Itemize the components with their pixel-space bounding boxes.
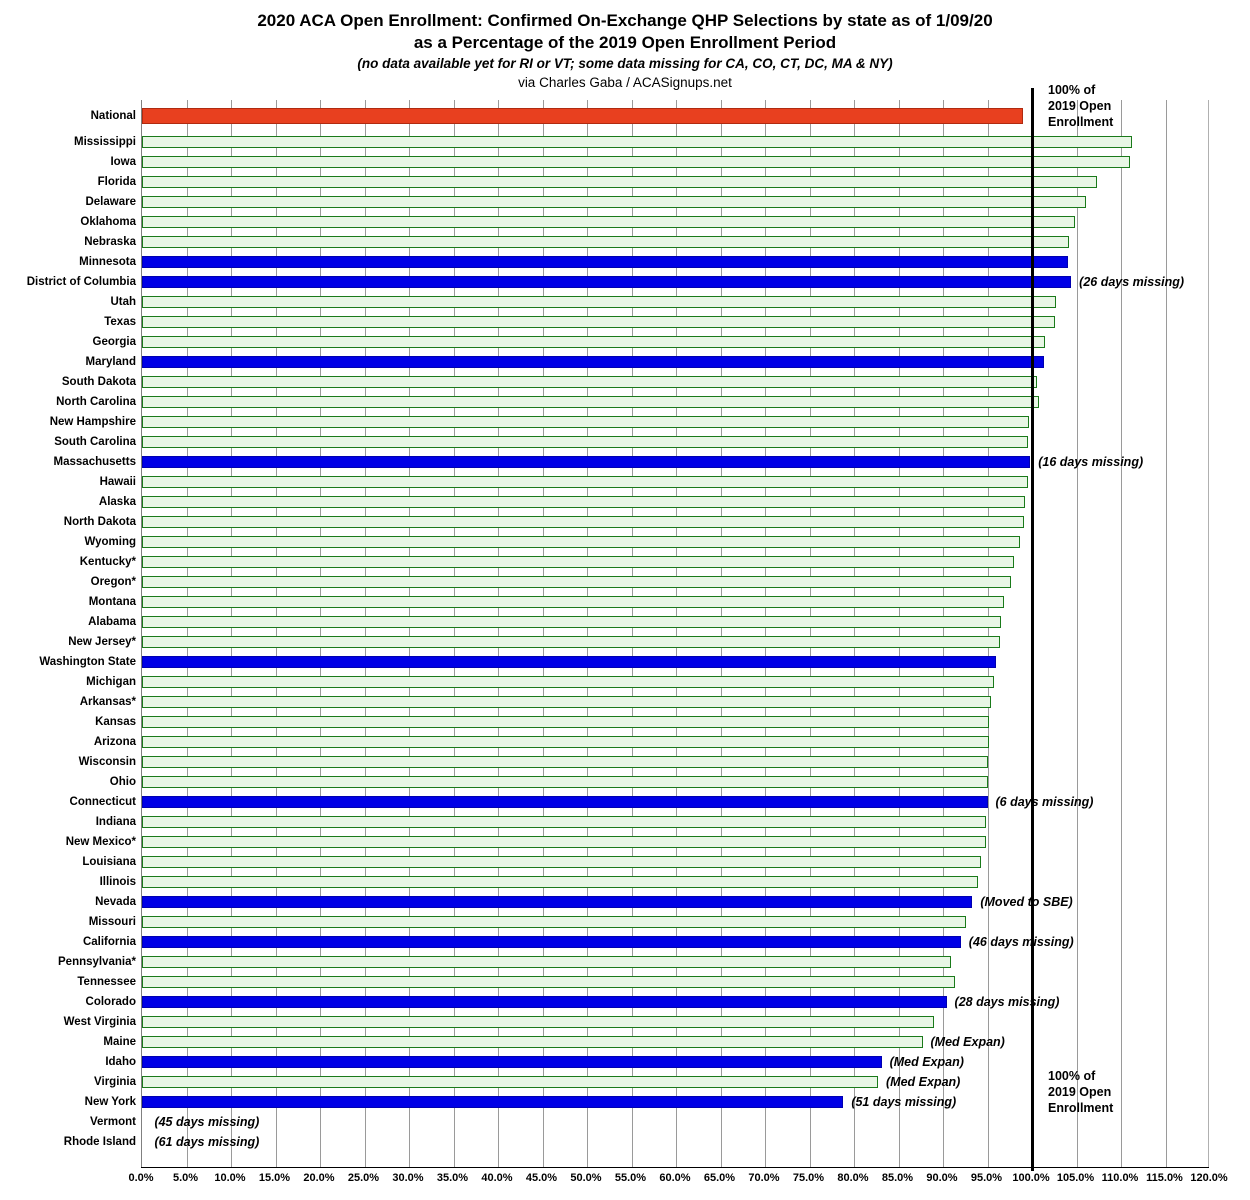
x-tick-label: 65.0% [703, 1172, 736, 1184]
note-virginia: (Med Expan) [886, 1075, 961, 1089]
bar-maine [142, 1036, 923, 1048]
row-label-kansas: Kansas [95, 716, 136, 728]
bar-montana [142, 596, 1004, 608]
chart-row [90, 572, 1208, 592]
note-connecticut: (6 days missing) [995, 795, 1094, 809]
x-tick-label: 25.0% [347, 1172, 380, 1184]
x-tick-label: 80.0% [837, 1172, 869, 1184]
note-idaho: (Med Expan) [889, 1055, 964, 1069]
chart-row [61, 372, 1208, 392]
bar-ohio [142, 776, 988, 788]
bar-wisconsin [142, 756, 988, 768]
row-label-pennsylvania: Pennsylvania* [58, 956, 136, 968]
chart-row [95, 812, 1208, 832]
chart-title-line-1: 2020 ACA Open Enrollment: Confirmed On-Exchange QHP Selections by state as of 1/09/20 [257, 11, 993, 30]
row-label-oklahoma: Oklahoma [80, 216, 136, 228]
hundred-percent-label-top-line-2: 2019 Open [1048, 99, 1112, 113]
chart-row [74, 132, 1208, 152]
row-label-new-mexico: New Mexico* [65, 836, 136, 848]
plot-area [26, 100, 1209, 1167]
x-tick-label: 45.0% [525, 1172, 558, 1184]
row-label-michigan: Michigan [86, 676, 136, 688]
chart-row [93, 732, 1208, 752]
row-label-maryland: Maryland [85, 356, 136, 368]
chart-row [63, 512, 1208, 532]
chart-row [85, 192, 1208, 212]
row-label-maine: Maine [103, 1036, 136, 1048]
x-tick-label: 35.0% [436, 1172, 469, 1184]
chart-row [39, 652, 1208, 672]
row-label-minnesota: Minnesota [79, 256, 136, 268]
chart-row [65, 832, 1208, 852]
bar-hawaii [142, 476, 1028, 488]
row-label-alaska: Alaska [98, 496, 136, 508]
row-label-district-of-columbia: District of Columbia [26, 276, 136, 288]
hundred-percent-label-bottom-line-1: 100% of [1048, 1069, 1096, 1083]
chart-row [58, 952, 1208, 972]
row-label-ohio: Ohio [109, 776, 136, 788]
row-label-mississippi: Mississippi [74, 136, 136, 148]
bar-minnesota [142, 256, 1068, 268]
row-label-wyoming: Wyoming [84, 536, 136, 548]
bar-north-dakota [142, 516, 1024, 528]
chart-row [99, 472, 1208, 492]
bar-kansas [142, 716, 989, 728]
note-maine: (Med Expan) [930, 1035, 1005, 1049]
bar-massachusetts [142, 456, 1030, 468]
bar-virginia [142, 1076, 878, 1088]
x-tick-label: 0.0% [128, 1172, 154, 1184]
bar-florida [142, 176, 1097, 188]
bar-connecticut [142, 796, 988, 808]
bar-oklahoma [142, 216, 1075, 228]
bar-south-carolina [142, 436, 1028, 448]
row-label-kentucky: Kentucky* [79, 556, 136, 568]
row-label-north-dakota: North Dakota [63, 516, 136, 528]
bar-new-jersey [142, 636, 1000, 648]
note-nevada: (Moved to SBE) [980, 895, 1073, 909]
row-label-georgia: Georgia [92, 336, 136, 348]
bar-washington-state [142, 656, 996, 668]
bar-indiana [142, 816, 986, 828]
x-axis-line [141, 1167, 1209, 1168]
bar-utah [142, 296, 1056, 308]
row-label-missouri: Missouri [88, 916, 136, 928]
row-label-wisconsin: Wisconsin [78, 756, 136, 768]
row-label-north-carolina: North Carolina [56, 396, 136, 408]
row-label-indiana: Indiana [95, 816, 136, 828]
chart-title-line-2: as a Percentage of the 2019 Open Enrollment Period [413, 33, 837, 52]
chart-row [85, 992, 1208, 1012]
note-california: (46 days missing) [968, 935, 1074, 949]
chart-row [79, 692, 1208, 712]
chart-row [63, 1132, 1208, 1152]
chart-row [84, 532, 1208, 552]
bar-national [142, 108, 1023, 124]
row-label-alabama: Alabama [88, 616, 136, 628]
bar-kentucky [142, 556, 1014, 568]
bar-texas [142, 316, 1055, 328]
bar-missouri [142, 916, 966, 928]
row-label-idaho: Idaho [105, 1056, 136, 1068]
x-tick-label: 30.0% [392, 1172, 424, 1184]
chart-row [99, 872, 1208, 892]
bar-alabama [142, 616, 1001, 628]
x-tick-label: 55.0% [614, 1172, 647, 1184]
bar-louisiana [142, 856, 981, 868]
bar-district-of-columbia [142, 276, 1071, 288]
x-tick-label: 50.0% [570, 1172, 602, 1184]
row-label-new-york: New York [84, 1096, 136, 1108]
chart-row [80, 212, 1208, 232]
note-vermont: (45 days missing) [154, 1115, 260, 1129]
bar-california [142, 936, 961, 948]
row-label-south-carolina: South Carolina [54, 436, 136, 448]
row-label-virginia: Virginia [94, 1076, 136, 1088]
note-new-york: (51 days missing) [851, 1095, 957, 1109]
bar-michigan [142, 676, 994, 688]
row-label-louisiana: Louisiana [82, 856, 136, 868]
bar-colorado [142, 996, 947, 1008]
bar-maryland [142, 356, 1044, 368]
row-label-montana: Montana [88, 596, 136, 608]
bar-arizona [142, 736, 989, 748]
row-label-tennessee: Tennessee [77, 976, 136, 988]
chart-row [97, 172, 1208, 192]
row-label-utah: Utah [110, 296, 136, 308]
bar-oregon [142, 576, 1011, 588]
row-label-west-virginia: West Virginia [63, 1016, 136, 1028]
row-label-colorado: Colorado [85, 996, 136, 1008]
bar-new-hampshire [142, 416, 1029, 428]
row-label-arizona: Arizona [93, 736, 136, 748]
x-tick-label: 115.0% [1146, 1172, 1183, 1184]
x-tick-label: 95.0% [970, 1172, 1003, 1184]
chart-row [79, 552, 1208, 572]
chart-row [109, 772, 1208, 792]
bar-north-carolina [142, 396, 1039, 408]
row-label-nebraska: Nebraska [84, 236, 136, 248]
note-colorado: (28 days missing) [954, 995, 1060, 1009]
x-tick-label: 70.0% [748, 1172, 780, 1184]
x-tick-label: 90.0% [926, 1172, 958, 1184]
row-label-national: National [90, 110, 136, 122]
chart-row [68, 632, 1208, 652]
row-label-vermont: Vermont [89, 1116, 136, 1128]
chart-row [79, 252, 1208, 272]
bar-illinois [142, 876, 978, 888]
chart-row [103, 1032, 1208, 1052]
row-label-texas: Texas [104, 316, 136, 328]
row-label-nevada: Nevada [95, 896, 136, 908]
note-rhode-island: (61 days missing) [154, 1135, 260, 1149]
chart-row [98, 492, 1208, 512]
row-label-oregon: Oregon* [90, 576, 136, 588]
chart-row [82, 852, 1208, 872]
x-tick-label: 15.0% [258, 1172, 291, 1184]
note-district-of-columbia: (26 days missing) [1079, 275, 1185, 289]
bar-iowa [142, 156, 1130, 168]
chart-row [92, 332, 1208, 352]
chart-row [110, 152, 1208, 172]
x-tick-label: 10.0% [214, 1172, 246, 1184]
chart-row [85, 352, 1208, 372]
row-label-florida: Florida [97, 176, 136, 188]
chart-credit: via Charles Gaba / ACASignups.net [518, 75, 732, 90]
chart-row [49, 412, 1208, 432]
chart-row [88, 592, 1208, 612]
chart-row [104, 312, 1208, 332]
x-tick-label: 60.0% [659, 1172, 691, 1184]
chart-row [56, 392, 1208, 412]
row-label-hawaii: Hawaii [99, 476, 136, 488]
chart-subtitle: (no data available yet for RI or VT; some data missing for CA, CO, CT, DC, MA & NY) [357, 56, 893, 71]
row-label-arkansas: Arkansas* [79, 696, 136, 708]
row-label-california: California [82, 936, 136, 948]
note-massachusetts: (16 days missing) [1038, 455, 1144, 469]
bar-alaska [142, 496, 1025, 508]
bar-wyoming [142, 536, 1020, 548]
hundred-percent-label-top-line-3: Enrollment [1048, 115, 1114, 129]
bar-pennsylvania [142, 956, 951, 968]
row-label-south-dakota: South Dakota [61, 376, 136, 388]
chart-row [95, 892, 1208, 912]
row-label-massachusetts: Massachusetts [53, 456, 136, 468]
bar-delaware [142, 196, 1086, 208]
x-tick-label: 75.0% [792, 1172, 825, 1184]
bar-tennessee [142, 976, 955, 988]
bar-new-mexico [142, 836, 986, 848]
bar-georgia [142, 336, 1045, 348]
chart-row [88, 912, 1208, 932]
chart-row [26, 272, 1208, 292]
chart-row [77, 972, 1208, 992]
hundred-percent-label-top [1048, 82, 1113, 130]
chart-row [84, 232, 1208, 252]
chart-row [110, 292, 1208, 312]
row-label-washington-state: Washington State [39, 656, 136, 668]
x-tick-label: 85.0% [881, 1172, 914, 1184]
row-label-iowa: Iowa [110, 156, 136, 168]
hundred-percent-label-bottom-line-2: 2019 Open [1048, 1085, 1112, 1099]
chart-row [53, 452, 1208, 472]
row-label-delaware: Delaware [85, 196, 136, 208]
chart-row [54, 432, 1208, 452]
bar-west-virginia [142, 1016, 934, 1028]
bar-arkansas [142, 696, 991, 708]
bar-idaho [142, 1056, 882, 1068]
x-tick-label: 20.0% [303, 1172, 335, 1184]
row-label-illinois: Illinois [99, 876, 136, 888]
chart-row [63, 1012, 1208, 1032]
row-label-new-jersey: New Jersey* [68, 636, 136, 648]
x-tick-label: 105.0% [1056, 1172, 1095, 1184]
x-tick-label: 120.0% [1190, 1172, 1228, 1184]
bar-south-dakota [142, 376, 1037, 388]
chart-row [69, 792, 1208, 812]
row-label-new-hampshire: New Hampshire [49, 416, 136, 428]
x-tick-label: 100.0% [1012, 1172, 1050, 1184]
chart-row [95, 712, 1208, 732]
chart-row [88, 612, 1208, 632]
x-tick-label: 5.0% [172, 1172, 199, 1184]
hundred-percent-label-bottom-line-3: Enrollment [1048, 1101, 1114, 1115]
chart-row [86, 672, 1208, 692]
bar-nebraska [142, 236, 1069, 248]
hundred-percent-label-top-line-1: 100% of [1048, 83, 1096, 97]
hundred-percent-label-bottom [1048, 1068, 1113, 1116]
row-label-rhode-island: Rhode Island [63, 1136, 136, 1148]
bar-new-york [142, 1096, 843, 1108]
x-tick-label: 110.0% [1101, 1172, 1139, 1184]
bar-nevada [142, 896, 972, 908]
x-tick-label: 40.0% [481, 1172, 513, 1184]
chart-row [78, 752, 1208, 772]
row-label-connecticut: Connecticut [69, 796, 136, 808]
bar-mississippi [142, 136, 1132, 148]
chart-row [82, 932, 1208, 952]
